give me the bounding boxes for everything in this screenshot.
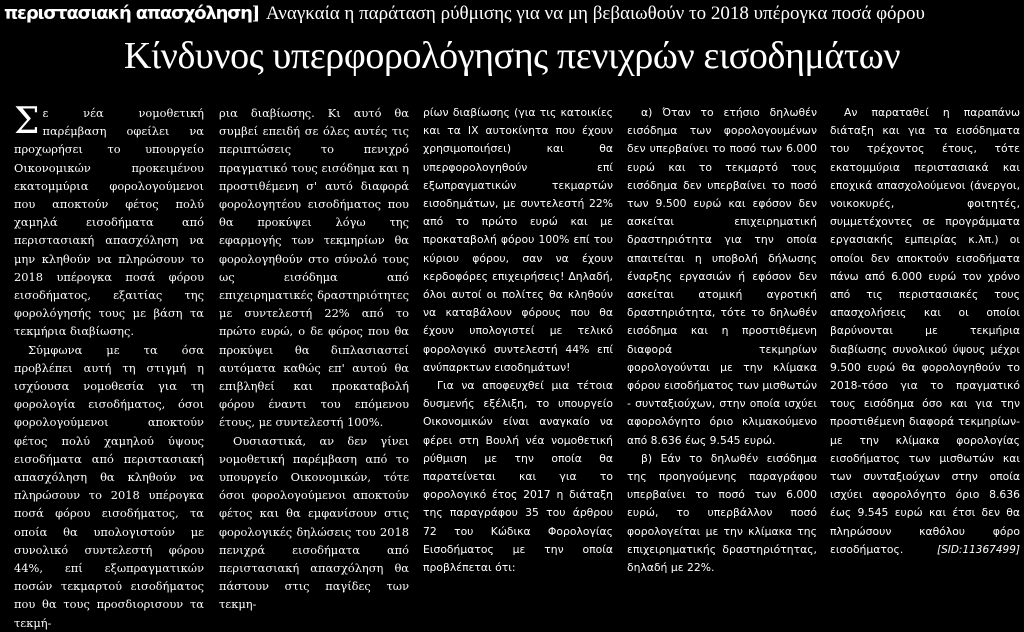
kicker-separator: ] — [251, 3, 261, 24]
kicker-section: περιστασιακή απασχόληση — [4, 3, 252, 24]
article-paragraph: β) Εάν το δηλωθέν εισόδημα της προηγούμενης παραγράφου υπερβαίνει το ποσό των 6.000 ευρώ, το υπερβάλλον ποσό φορολογείται με την κλίμακα της επιχειρηματικής δραστηριότητας, δηλαδή με 22%. — [627, 451, 817, 575]
article-paragraph — [830, 104, 1020, 559]
article-body — [14, 101, 1020, 630]
article-headline: Κίνδυνος υπερφορολόγησης πενιχρών εισοδημάτων — [123, 35, 901, 77]
paragraph-text: Αν παραταθεί η παραπάνω διάταξη και για τα εισόδηματα του τρέχοντος έτους, τότε εκατομμύρια περιστασιακά και εποχικά απασχολούμενοι (άνεργοι, νοικοκυρές, φοιτητές, συμμετέχοντες σε προγράμματα εργασιακής εμπειρίας κ.λπ.) οι οποίοι δεν αποκτούν εισοδήματα πάνω από 6.000 ευρώ τον χρόνο από τις περιστασιακές τους απασχολήσεις και οι οποίοι βαρύνονται με τεκμήρια διαβίωσης συνολικού ύψους μέχρι 9.500 ευρώ θα φορολογηθούν το 2018-τόσο για το πραγματικό τους εισόδημα όσο και για την προστιθέμενη διαφορά τεκμηρίων- με την κλίμακα φορολογίας εισοδήματος των μισθωτών και των συνταξιούχων στην οποία ισχύει αφορολόγητο όριο 8.636 έως 9.545 ευρώ και έτσι δεν θα πληρώσουν καθόλου φόρο εισοδήματος. — [830, 106, 1020, 556]
article-paragraph — [14, 101, 204, 341]
drop-cap: Σ — [14, 101, 40, 142]
article-column-2 — [219, 104, 409, 612]
article-paragraph: Ουσιαστικά, αν δεν γίνει νομοθετική παρέμβαση από το υπουργείο Οικονομικών, τότε όσοι φορολογούμενοι αποκτούν φέτος και θα εμφανίσουν στις φορολογικές δηλώσεις του 2018 πενιχρά εισοδήματα από περιστασιακή απασχόληση θα πάστουν στις παγίδες των τεκμη- — [219, 433, 409, 612]
article-column-3 — [423, 104, 613, 575]
article-kicker — [4, 2, 1020, 26]
article-paragraph: ρια διαβίωσης. Κι αυτό θα συμβεί επειδή σε όλες αυτές τις περιπτώσεις το πενιχρό πραγματικό τους εισόδημα και η προστιθέμενη σ' αυτό διαφορά φορολογητέου εισοδήματος που θα προκύψει λόγω της εφαρμογής των τεκμηρίων θα φορολογηθούν στο σύνολό τους ως εισόδημα από επιχειρηματικές δραστηριότητες με συντελεστή 22% από το πρώτο ευρώ, ο δε φόρος που θα προκύψει θα διπλασιαστεί αυτόματα καθώς επ' αυτού θα επιβληθεί και προκαταβολή φόρου έναντι του επόμενου έτους, με συντελεστή 100%. — [219, 106, 409, 430]
article-paragraph: Για να αποφευχθεί μια τέτοια δυσμενής εξέλιξη, το υπουργείο Οικονομικών είναι αναγκαίο να φέρει στη Βουλή νέα νομοθετική ρύθμιση με την οποία θα παρατείνεται και για το φορολογικό έτος 2017 η διάταξη της παραγράφου 35 του άρθρου 72 του Κώδικα Φορολογίας Εισοδήματος με την οποία προβλέπεται ότι: — [423, 379, 613, 575]
source-id: [SID:11367499] — [936, 543, 1020, 556]
article-paragraph: α) Όταν το ετήσιο δηλωθέν εισόδημα των φορολογουμένων δεν υπερβαίνει το ποσό των 6.000 ευρώ και το τεκμαρτό τους εισόδημα δεν υπερβαίνει το ποσό των 9.500 ευρώ και εφόσον δεν ασκείται επιχειρηματική δραστηριότητα για την οποία απαιτείται η υποβολή δήλωσης έναρξης εργασιών ή εφόσον δεν ασκείται ατομική αγροτική δραστηριότητα, τότε το δηλωθέν εισόδημα και η προστιθέμενη διαφορά τεκμηρίων φορολογούνται με την κλίμακα φόρου εισοδήματος των μισθωτών - συνταξιούχων, στην οποία ισχύει αφορολόγητο όριο κλιμακούμενο από 8.636 έως 9.545 ευρώ. — [627, 106, 817, 447]
article-paragraph: ρίων διαβίωσης (για τις κατοικίες και τα ΙΧ αυτοκίνητα που έχουν χρησιμοποιήσει) και θα υπερφορολογηθούν επί εξωπραγματικών τεκμαρτών εισοδημάτων, με συντελεστή 22% από το πρώτο ευρώ και με προκαταβολή φόρου 100% επί του κύριου φόρου, σαν να έχουν κερδοφόρες επιχειρήσεις! Δηλαδή, όλοι αυτοί οι πολίτες θα κληθούν να καταβάλουν φόρους που θα έχουν υπολογιστεί με τελικό φορολογικό συντελεστή 44% επί ανύπαρκτων εισοδημάτων! — [423, 106, 613, 374]
article-paragraph: Σύμφωνα με τα όσα προβλέπει αυτή τη στιγμή η ισχύουσα νομοθεσία για τη φορολογία εισοδήματος, όσοι φορολογούμενοι αποκτούν φέτος πολύ χαμηλού ύψους εισοδήματα από περιστασιακή απασχόληση θα κληθούν να πληρώσουν το 2018 υπέρογκα ποσά φόρου εισοδήματος, τα οποία θα υπολογιστούν με συνολικό συντελεστή φόρου 44%, επί εξωπραγματικών ποσών τεκμαρτού εισοδήματος που θα τους προσδιορισουν τα τεκμή- — [14, 342, 204, 630]
article-column-4 — [627, 104, 817, 575]
kicker-title: Αναγκαία η παράταση ρύθμισης για να μη βεβαιωθούν το 2018 υπέρογκα ποσά φόρου — [265, 3, 925, 24]
article-column-5 — [830, 104, 1020, 560]
paragraph-text: ε νέα νομοθετική παρέμβαση οφείλει να προχωρήσει το υπουργείο Οικονομικών προκειμένου εκατομμύρια φορολογούμενοι που αποκτούν φέτος πολύ χαμηλά εισοδήματα από περιστασιακή απασχόληση να μην κληθούν να πληρώσουν το 2018 υπέρογκα ποσά φόρου εισοδήματος, εξαιτίας της φορολόγησής τους με βάση τα τεκμήρια διαβίωσης. — [14, 106, 204, 339]
article-column-1 — [14, 101, 204, 630]
